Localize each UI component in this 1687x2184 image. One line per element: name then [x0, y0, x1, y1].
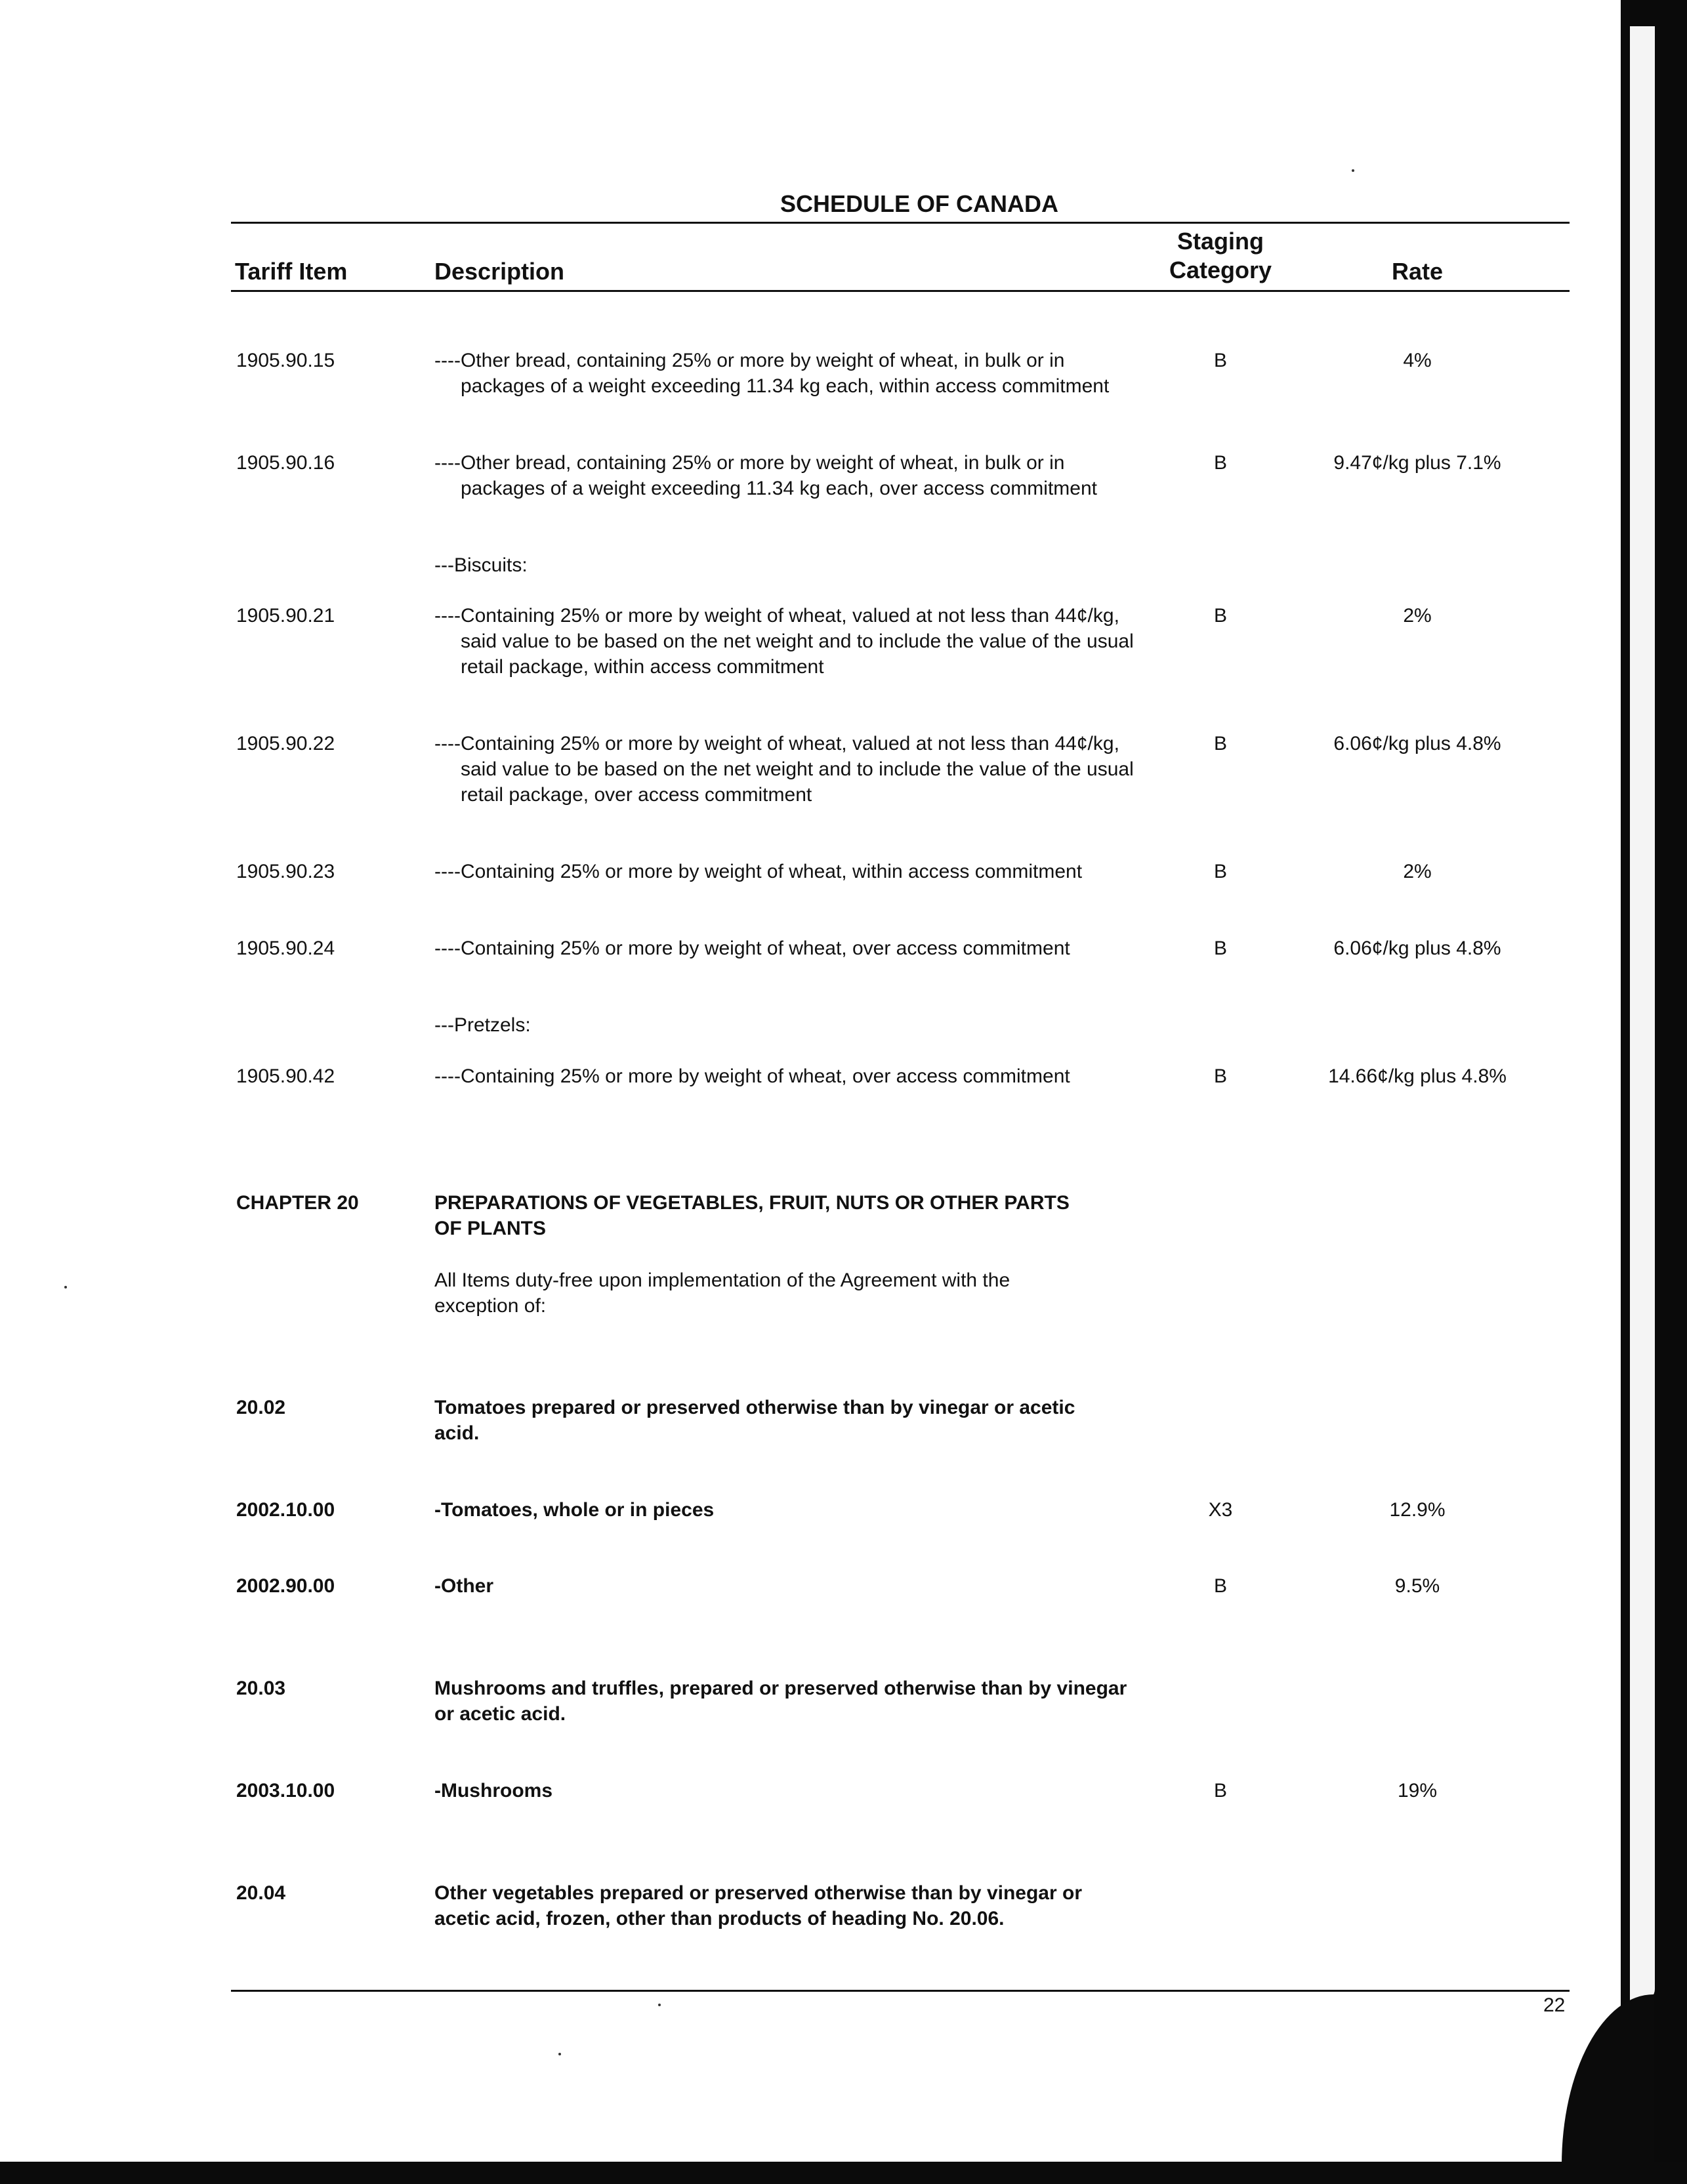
heading-description: Tomatoes prepared or preserved otherwise than by vinegar or acetic acid. [434, 1397, 1075, 1444]
rate: 12.9% [1389, 1499, 1446, 1521]
staging-category: B [1213, 350, 1227, 371]
staging-category: B [1213, 1780, 1227, 1802]
staging-category: B [1213, 733, 1227, 754]
rate: 19% [1397, 1780, 1438, 1802]
subheading-biscuits: ---Biscuits: [434, 554, 528, 576]
rate: 2% [1403, 861, 1432, 882]
heading-description: Mushrooms and truffles, prepared or preserved otherwise than by vinegar or acetic acid. [434, 1678, 1127, 1725]
page-title: SCHEDULE OF CANADA [780, 190, 1058, 217]
heading-description: Other vegetables prepared or preserved otherwise than by vinegar or acetic acid, frozen, other than products of heading No. 20.06. [434, 1882, 1082, 1929]
col-header-description: Description [434, 258, 565, 285]
description: -Other [434, 1575, 493, 1597]
staging-category: B [1213, 1065, 1227, 1087]
tariff-item: 1905.90.42 [236, 1065, 335, 1087]
tariff-item: 1905.90.23 [236, 861, 335, 882]
description: -Mushrooms [434, 1780, 552, 1802]
staging-category: B [1213, 605, 1227, 627]
rate: 9.47¢/kg plus 7.1% [1333, 452, 1501, 474]
description: ----Containing 25% or more by weight of wheat, valued at not less than 44¢/kg, said value to be based on the net weight and to include the value of the usual retail package, over access commitment [434, 733, 1134, 806]
heading-number: 20.02 [236, 1397, 286, 1418]
tariff-item: 2003.10.00 [236, 1780, 335, 1802]
staging-category: B [1213, 861, 1227, 882]
tariff-item: 1905.90.22 [236, 733, 335, 754]
scan-speck [558, 2053, 561, 2055]
scan-edge-highlight [1630, 26, 1655, 2001]
page-number: 22 [1543, 1994, 1566, 2016]
rate: 4% [1403, 350, 1432, 371]
heading-number: 20.04 [236, 1882, 286, 1904]
scan-speck [64, 1286, 67, 1288]
header-rule [231, 290, 1570, 292]
tariff-item: 1905.90.21 [236, 605, 335, 627]
tariff-item: 1905.90.15 [236, 350, 335, 371]
col-header-tariff-item: Tariff Item [235, 258, 348, 285]
col-header-rate: Rate [1391, 258, 1444, 285]
chapter-number: CHAPTER 20 [236, 1192, 359, 1214]
description: -Tomatoes, whole or in pieces [434, 1499, 715, 1521]
subheading-pretzels: ---Pretzels: [434, 1014, 531, 1036]
rate: 2% [1403, 605, 1432, 627]
description: ----Other bread, containing 25% or more by weight of wheat, in bulk or in packages of a weight exceeding 11.34 kg each, over access commitment [434, 452, 1097, 499]
rate: 9.5% [1394, 1575, 1440, 1597]
rate: 6.06¢/kg plus 4.8% [1333, 937, 1501, 959]
description: ----Containing 25% or more by weight of wheat, over access commitment [434, 1065, 1070, 1087]
scan-speck [658, 2004, 661, 2006]
tariff-item: 1905.90.24 [236, 937, 335, 959]
rate: 6.06¢/kg plus 4.8% [1333, 733, 1501, 754]
scan-speck [1352, 169, 1354, 172]
col-header-staging-category: Staging Category [1169, 228, 1272, 283]
description: ----Other bread, containing 25% or more by weight of wheat, in bulk or in packages of a weight exceeding 11.34 kg each, within access commitment [434, 350, 1110, 397]
staging-category: X3 [1208, 1499, 1233, 1521]
tariff-item: 2002.90.00 [236, 1575, 335, 1597]
chapter-title: PREPARATIONS OF VEGETABLES, FRUIT, NUTS OR OTHER PARTS OF PLANTS [434, 1192, 1070, 1239]
description: ----Containing 25% or more by weight of wheat, within access commitment [434, 861, 1083, 882]
heading-number: 20.03 [236, 1678, 286, 1699]
scan-edge-bottom [0, 2162, 1687, 2184]
staging-category: B [1213, 452, 1227, 474]
rate: 14.66¢/kg plus 4.8% [1328, 1065, 1507, 1087]
tariff-item: 2002.10.00 [236, 1499, 335, 1521]
chapter-note: All Items duty-free upon implementation of the Agreement with the exception of: [434, 1269, 1010, 1317]
footer-rule [231, 1990, 1570, 1992]
description: ----Containing 25% or more by weight of wheat, valued at not less than 44¢/kg, said value to be based on the net weight and to include the value of the usual retail package, within access commitment [434, 605, 1134, 678]
page-curl [1562, 1994, 1654, 2165]
staging-category: B [1213, 937, 1227, 959]
tariff-item: 1905.90.16 [236, 452, 335, 474]
description: ----Containing 25% or more by weight of wheat, over access commitment [434, 937, 1070, 959]
title-rule [231, 222, 1570, 224]
staging-category: B [1213, 1575, 1227, 1597]
